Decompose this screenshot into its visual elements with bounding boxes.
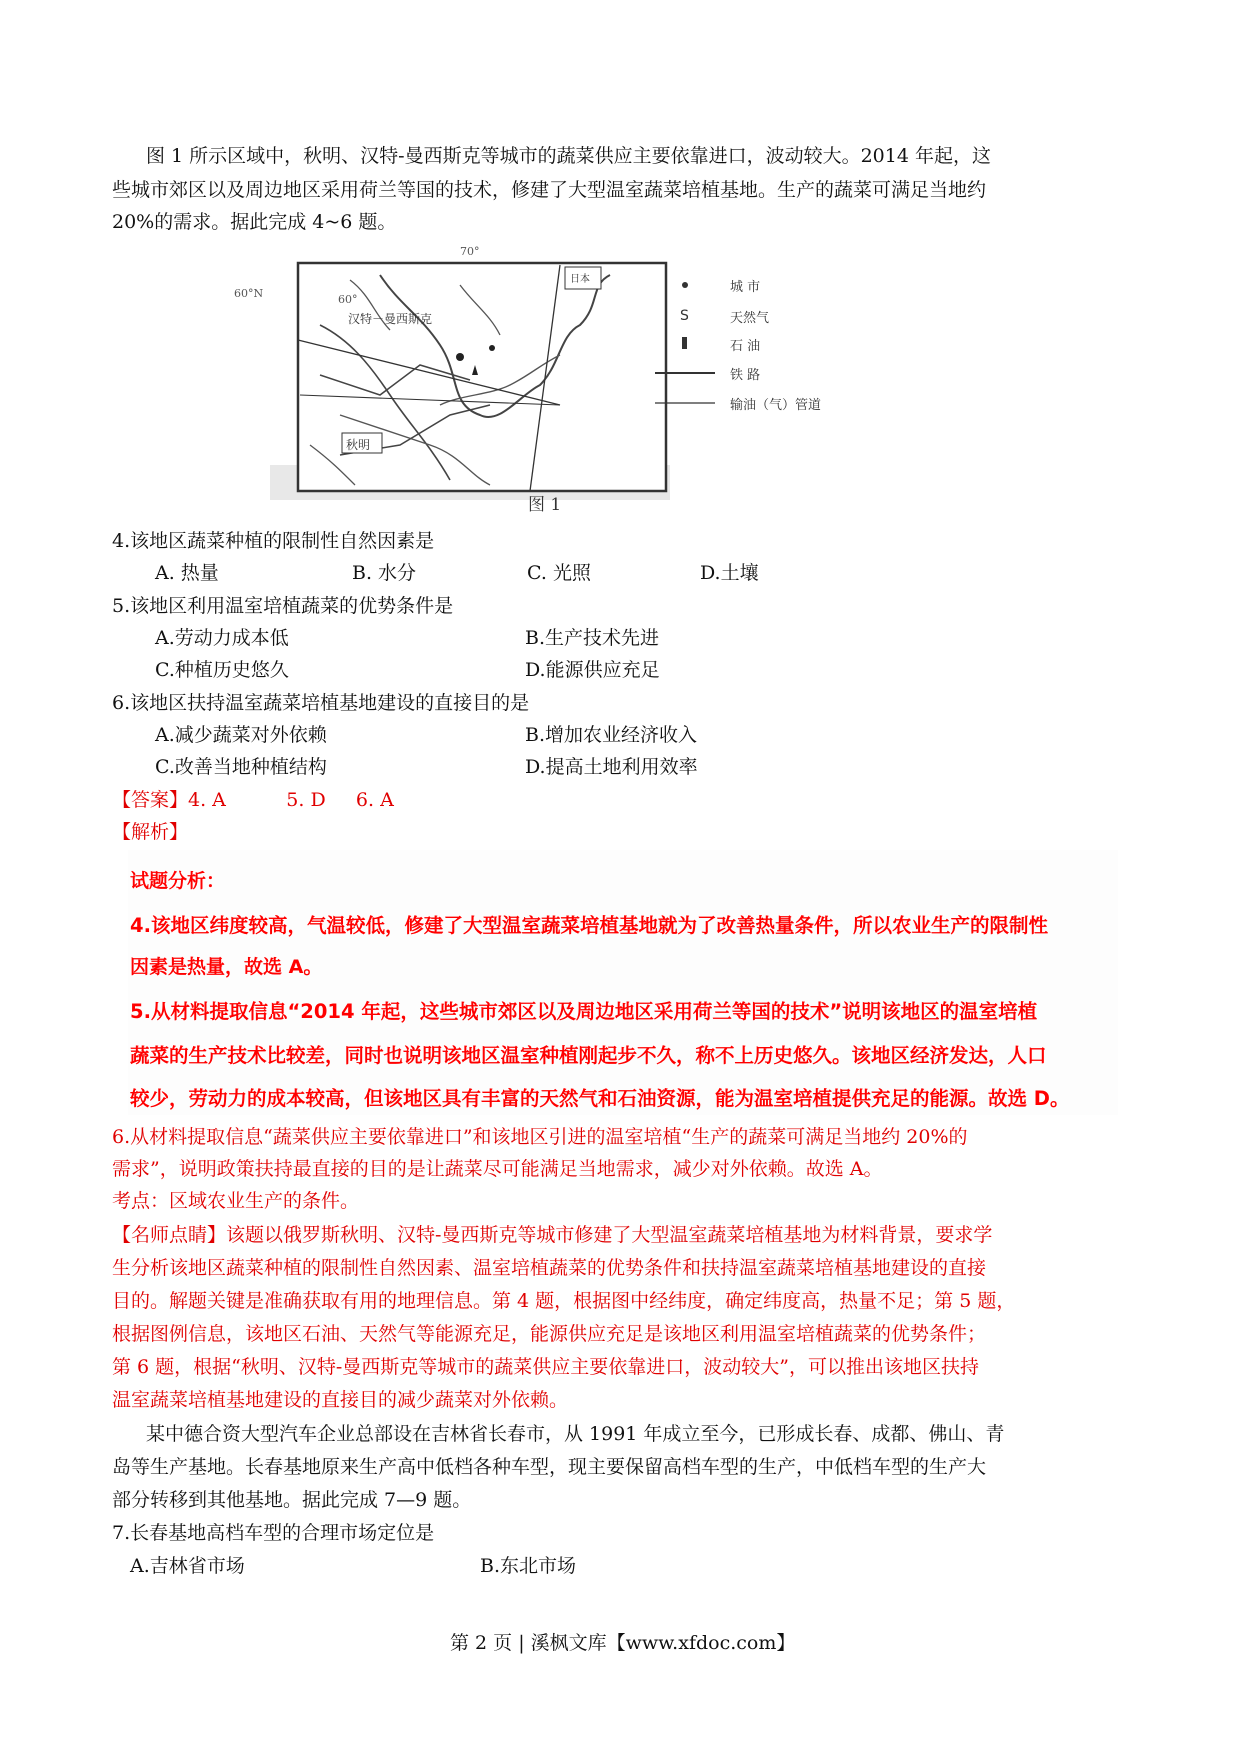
map-image: [260, 245, 960, 520]
analysis-heading: 试题分析：: [130, 870, 226, 892]
q5-option-d: D.能源供应充足: [525, 659, 660, 681]
legend-city-label: 城 市: [730, 280, 761, 295]
legend-railway-label: 铁 路: [730, 368, 761, 383]
analysis-p5-line-1: 5.从材料提取信息“2014 年起，这些城市郊区以及周边地区采用荷兰等国的技术”说明该地区的温室培植: [130, 1000, 1038, 1023]
map-corner-label: 日本: [570, 274, 590, 285]
q6-option-c: C.改善当地种植结构: [155, 756, 327, 778]
legend-gas-label: 天然气: [730, 311, 770, 326]
answer-label: 【答案】: [112, 789, 189, 811]
q6-option-d: D.提高土地利用效率: [525, 756, 698, 778]
analysis-label: 【解析】: [112, 821, 189, 843]
intro2-line-2: 岛等生产基地。长春基地原来生产高中低档各种车型，现主要保留高档车型的生产，中低档车型的生产大: [112, 1456, 987, 1478]
teacher-line-1: 【名师点睛】该题以俄罗斯秋明、汉特-曼西斯克等城市修建了大型温室蔬菜培植基地为材料背景，要求学: [112, 1224, 993, 1246]
q4-option-c: C. 光照: [527, 562, 591, 584]
teacher-line-2: 生分析该地区蔬菜种植的限制性自然因素、温室培植蔬菜的优势条件和扶持温室蔬菜培植基地建设的直接: [112, 1257, 987, 1279]
q6-stem: 6.该地区扶持温室蔬菜培植基地建设的直接目的是: [112, 692, 530, 714]
intro-line-3: 20%的需求。据此完成 4~6 题。: [112, 211, 397, 233]
q5-option-c: C.种植历史悠久: [155, 659, 289, 681]
answer-values: 4. A 5. D 6. A: [188, 789, 394, 811]
analysis-p4-line-2: 因素是热量，故选 A。: [130, 956, 323, 978]
analysis-p5-line-2: 蔬菜的生产技术比较差，同时也说明该地区温室种植刚起步不久，称不上历史悠久。该地区经济发达，人口: [130, 1044, 1047, 1067]
q4-option-d: D.土壤: [700, 562, 759, 584]
analysis-p4-line-1: 4.该地区纬度较高，气温较低，修建了大型温室蔬菜培植基地就为了改善热量条件，所以农业生产的限制性: [130, 914, 1048, 937]
teacher-line-5: 第 6 题，根据“秋明、汉特-曼西斯克等城市的蔬菜供应主要依靠进口，波动较大”，可以推出该地区扶持: [112, 1356, 980, 1378]
q5-option-b: B.生产技术先进: [525, 627, 660, 649]
teacher-line-6: 温室蔬菜培植基地建设的直接目的减少蔬菜对外依赖。: [112, 1389, 569, 1411]
intro-line-1: 图 1 所示区域中，秋明、汉特-曼西斯克等城市的蔬菜供应主要依靠进口，波动较大。2014 年起，这: [146, 145, 991, 167]
intro2-line-3: 部分转移到其他基地。据此完成 7—9 题。: [112, 1489, 472, 1511]
q4-option-b: B. 水分: [352, 562, 417, 584]
q5-stem: 5.该地区利用温室培植蔬菜的优势条件是: [112, 595, 454, 617]
q7-stem: 7.长春基地高档车型的合理市场定位是: [112, 1522, 435, 1544]
q4-stem: 4.该地区蔬菜种植的限制性自然因素是: [112, 530, 435, 552]
legend-oil-label: 石 油: [730, 339, 761, 354]
q7-option-a: A.吉林省市场: [130, 1555, 245, 1577]
teacher-line-4: 根据图例信息，该地区石油、天然气等能源充足，能源供应充足是该地区利用温室培植蔬菜的优势条件；: [112, 1323, 987, 1345]
q5-option-a: A.劳动力成本低: [155, 627, 289, 649]
svg-text:S: S: [680, 308, 689, 324]
answer-block: [112, 787, 394, 813]
map-lon-60: 60°: [338, 293, 358, 306]
map-figure: [234, 245, 960, 520]
map-city-tyumen: 秋明: [346, 438, 371, 452]
legend-pipeline-label: 输油（气）管道: [730, 398, 822, 413]
teacher-line-3: 目的。解题关键是准确获取有用的地理信息。第 4 题，根据图中经纬度，确定纬度高，热量不足；第 5 题，: [112, 1290, 1016, 1312]
q6-option-b: B.增加农业经济收入: [525, 724, 698, 746]
analysis-p6-line-1: 6.从材料提取信息“蔬菜供应主要依靠进口”和该地区引进的温室培植“生产的蔬菜可满足当地约 20%的: [112, 1126, 968, 1148]
analysis-scan-area: [128, 850, 1118, 1115]
map-lat-60: 60°N: [234, 287, 264, 300]
map-city-hanty: 汉特－曼西斯克: [348, 312, 433, 326]
map-caption: 图 1: [528, 495, 562, 515]
map-lon-70: 70°: [460, 245, 480, 258]
page-footer: 第 2 页 | 溪枫文库【www.xfdoc.com】: [450, 1632, 796, 1654]
intro2-line-1: 某中德合资大型汽车企业总部设在吉林省长春市，从 1991 年成立至今，已形成长春、成都、佛山、青: [146, 1423, 1005, 1445]
q7-option-b: B.东北市场: [480, 1555, 577, 1577]
analysis-kaodian: 考点：区域农业生产的条件。: [112, 1190, 360, 1212]
q4-option-a: A. 热量: [155, 562, 219, 584]
analysis-p5-line-3: 较少，劳动力的成本较高，但该地区具有丰富的天然气和石油资源，能为温室培植提供充足的能源。故选 D。: [130, 1087, 1070, 1110]
analysis-p6-line-2: 需求”，说明政策扶持最直接的目的是让蔬菜尽可能满足当地需求，减少对外依赖。故选 A。: [112, 1158, 883, 1180]
q6-option-a: A.减少蔬菜对外依赖: [155, 724, 327, 746]
intro-line-2: 些城市郊区以及周边地区采用荷兰等国的技术，修建了大型温室蔬菜培植基地。生产的蔬菜可满足当地约: [112, 179, 987, 201]
